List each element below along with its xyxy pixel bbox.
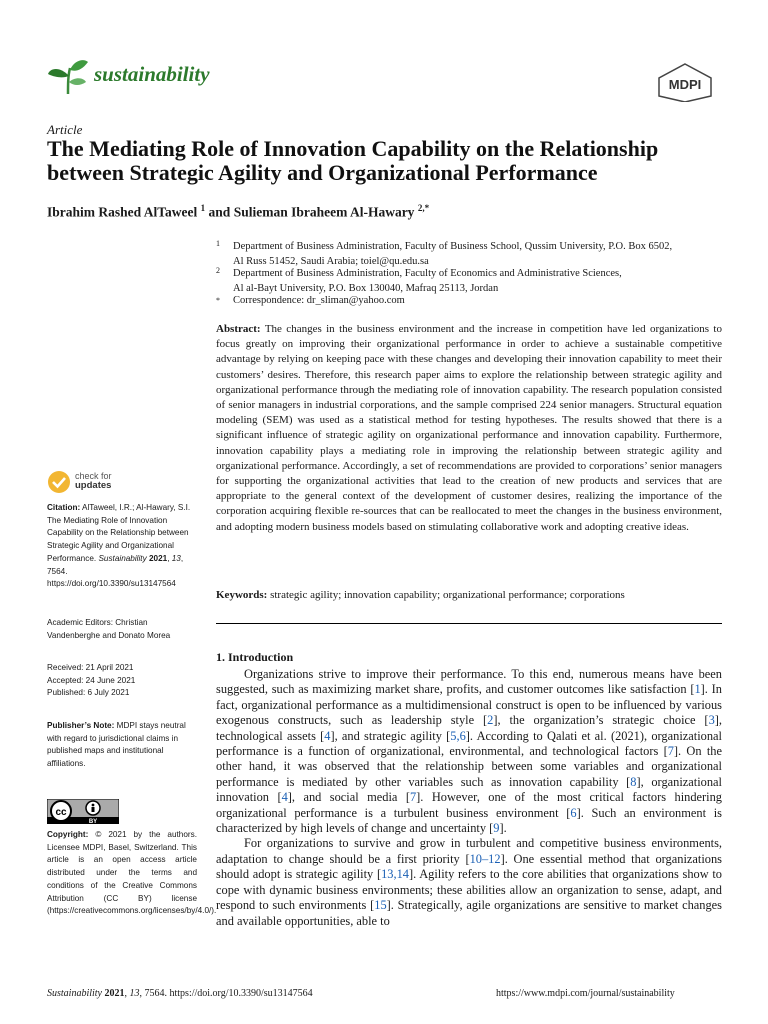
affiliation-1 — [216, 240, 726, 269]
citation-link[interactable]: 8 — [630, 774, 637, 789]
correspondence-line[interactable]: Correspondence: dr_sliman@yahoo.com — [233, 295, 405, 306]
citation-text: AlTaweel, I.R.; Al-Hawary, S.I. The Mediating Role of Innovation Capability on the Relationship between Strategic Agility and Organizational Performance. — [47, 503, 191, 563]
copyright-text: © 2021 by the authors. Licensee MDPI, Basel, Switzerland. This article is an open access article distributed under the terms and conditions of the Creative Commons Attribution (CC BY) license (https://creativecommons.org/licenses/by/4.0/). — [47, 830, 217, 916]
journal-logo-icon — [46, 56, 90, 96]
abstract-label: Abstract: — [216, 323, 261, 335]
affiliation-mark: 1 — [200, 203, 206, 213]
dates-block — [47, 662, 197, 700]
paragraph: Organizations strive to improve their performance. To this end, numerous means have been suggested, such as maximizing market share, profits, and customer outcomes like satisfaction [1]. In fact, organizational performance as a multidimensional construct is open to be influenced by various exogenous constructs, such as leadership style [2], the organization’s strategic choice [3], technological assets [4], and strategic agility [5,6]. According to Qalati et al. (2021), organizational performance is a function of organizational, environmental, and technological factors [7]. On the other hand, it was observed that the relationship between some variables and organizational performance is mediated by other variables such as innovation capability [8], organizational innovation [4], and social media [7]. However, one of the most critical factors hindering organizational performance is a turbulent business environment [6]. Such an environment is characterized by high levels of change and uncertainty [9]. — [216, 667, 722, 836]
citation-doi[interactable]: , 7564. https://doi.org/10.3390/su13147564 — [47, 553, 184, 589]
citation-volume: 13 — [171, 553, 181, 563]
check-for-updates-button[interactable] — [47, 470, 187, 496]
citation-link[interactable]: 4 — [324, 728, 331, 743]
footer-journal: Sustainability — [47, 988, 102, 999]
affiliation-mark: 2,* — [417, 203, 430, 213]
citation-link[interactable]: 10–12 — [469, 851, 501, 866]
publisher-note-label: Publisher’s Note: — [47, 721, 115, 730]
cc-by-license-icon[interactable] — [47, 799, 119, 824]
citation-link[interactable]: 3 — [708, 713, 715, 728]
citation-link[interactable]: 4 — [281, 790, 288, 805]
footer-journal-url[interactable]: https://www.mdpi.com/journal/sustainability — [496, 988, 675, 999]
keywords-text: strategic agility; innovation capability; organizational performance; corporations — [270, 589, 625, 601]
citation-link[interactable]: 7 — [667, 744, 674, 759]
copyright-block — [47, 829, 217, 918]
author-list — [47, 203, 429, 221]
footer-citation: Sustainability 2021, 13, 7564. https://doi.org/10.3390/su13147564 — [47, 988, 313, 999]
affiliation-number: 2 — [216, 266, 220, 275]
correspondence-mark: * — [216, 296, 220, 305]
affiliation-2 — [216, 267, 726, 296]
academic-editors: Academic Editors: Christian Vandenberghe and Donato Morea — [47, 618, 171, 640]
affiliation-number: 1 — [216, 239, 220, 248]
author-name[interactable]: Sulieman Ibraheem Al-Hawary — [233, 204, 415, 220]
affiliation-line: Department of Business Administration, Faculty of Business School, Qussim University, P.O. Box 6502, — [233, 241, 673, 252]
section-divider — [216, 623, 722, 624]
accepted-date: Accepted: 24 June 2021 — [47, 675, 136, 685]
publisher-note — [47, 720, 197, 771]
footer-year: 2021 — [104, 988, 125, 999]
citation-year: 2021 — [148, 553, 168, 563]
article-type: Article — [47, 122, 83, 137]
citation-link[interactable]: 9 — [493, 821, 500, 836]
author-name[interactable]: Ibrahim Rashed AlTaweel — [47, 204, 198, 220]
check-updates-icon — [47, 470, 71, 494]
citation-link[interactable]: 7 — [409, 790, 417, 805]
citation-link[interactable]: 1 — [694, 682, 701, 697]
received-date: Received: 21 April 2021 — [47, 663, 134, 672]
publisher-name: MDPI — [668, 77, 702, 92]
affiliation-line: Al al-Bayt University, P.O. Box 130040, Mafraq 25113, Jordan — [233, 282, 499, 294]
abstract-text: The changes in the business environment and the increase in competition have led organizations to focus greatly on improving their organizational performance in order to achieve a sustainable competitive advantage by relying on keeping pace with these changes and developing their innovation capability to meet their customers’ desires. Therefore, this research paper aims to explore the relationship between strategic agility and organizational performance through the mediating role of innovation capability. The research population consisted of senior managers in industrial corporations, and the sample comprised 224 senior managers. Structural equation modeling (SEM) was used as a statistical method for testing hypotheses. The results showed that there is a significant influence of strategic agility on organizational performance and innovation capability. Furthermore, innovation capability plays a mediating role in improving the relationship between strategic agility and organizational performance. Accordingly, a set of recommendations are provided to corporations’ senior managers for supporting the organizational activities that lead to the creation of new products and services that are appropriate to the general context of the development of customer desires, realizing the importance of the corporation acquiring flexible re-sources that can be reallocated to meet the changes in the business environment, and adopting modern business models based on stimulating collaborative work and adopting creative ideas. — [216, 323, 722, 533]
updates-label: updates — [75, 480, 112, 491]
affiliation-line: Department of Business Administration, Faculty of Economics and Administrative Sciences, — [233, 268, 622, 279]
citation-link[interactable]: 2 — [487, 713, 494, 728]
citation-block: Citation: AlTaweel, I.R.; Al-Hawary, S.I. The Mediating Role of Innovation Capability on the Relationship between Strategic Agility and Organizational Performance. Sustainability 2021, 13, 7564. https://doi.org/10.3390/su13147564 — [47, 503, 191, 589]
paragraph: For organizations to survive and grow in turbulent and competitive business environments, adaptation to change should be a first priority [10–12]. One essential method that organizations should adopt is strategic agility [13,14]. Agility refers to the core abilities that organizations show to cope with dynamic business environments; these abilities allow an organization to sense, adapt, and respond to such environments [15]. Strategically, agile organizations are sensitive to market changes and available opportunities, able to — [216, 836, 722, 928]
publisher-note-text: MDPI stays neutral with regard to jurisdictional claims in published maps and institutional affiliations. — [47, 721, 186, 769]
footer-doi-link[interactable]: , 7564. https://doi.org/10.3390/su13147564 — [139, 988, 313, 999]
published-date: Published: 6 July 2021 — [47, 688, 130, 698]
cc-label: cc — [55, 807, 67, 818]
correspondence — [216, 294, 726, 309]
abstract — [216, 322, 722, 535]
keywords-label: Keywords: — [216, 589, 268, 601]
citation-link[interactable]: 6 — [570, 805, 577, 820]
citation-link[interactable]: 13,14 — [381, 867, 409, 882]
citation-link[interactable]: 15 — [374, 898, 387, 913]
affiliation-line: Al Russ 51452, Saudi Arabia; toiel@qu.edu.sa — [233, 255, 429, 267]
check-label: check for — [75, 471, 112, 481]
citation-label: Citation: — [47, 503, 81, 512]
journal-name: sustainability — [94, 62, 210, 86]
citation-link[interactable]: 5,6 — [450, 728, 466, 743]
mdpi-logo-icon — [655, 62, 715, 102]
by-label: BY — [88, 819, 98, 824]
author-conjunction: and — [205, 204, 234, 220]
footer-volume: 13 — [129, 988, 140, 999]
intro-body — [216, 667, 722, 929]
article-title: The Mediating Role of Innovation Capability on the Relationship between Strategic Agility and Organizational Performance — [47, 136, 659, 185]
copyright-label: Copyright: — [47, 830, 89, 839]
section-heading: 1. Introduction — [216, 650, 294, 664]
keywords — [216, 589, 722, 601]
citation-journal: Sustainability — [98, 553, 147, 563]
